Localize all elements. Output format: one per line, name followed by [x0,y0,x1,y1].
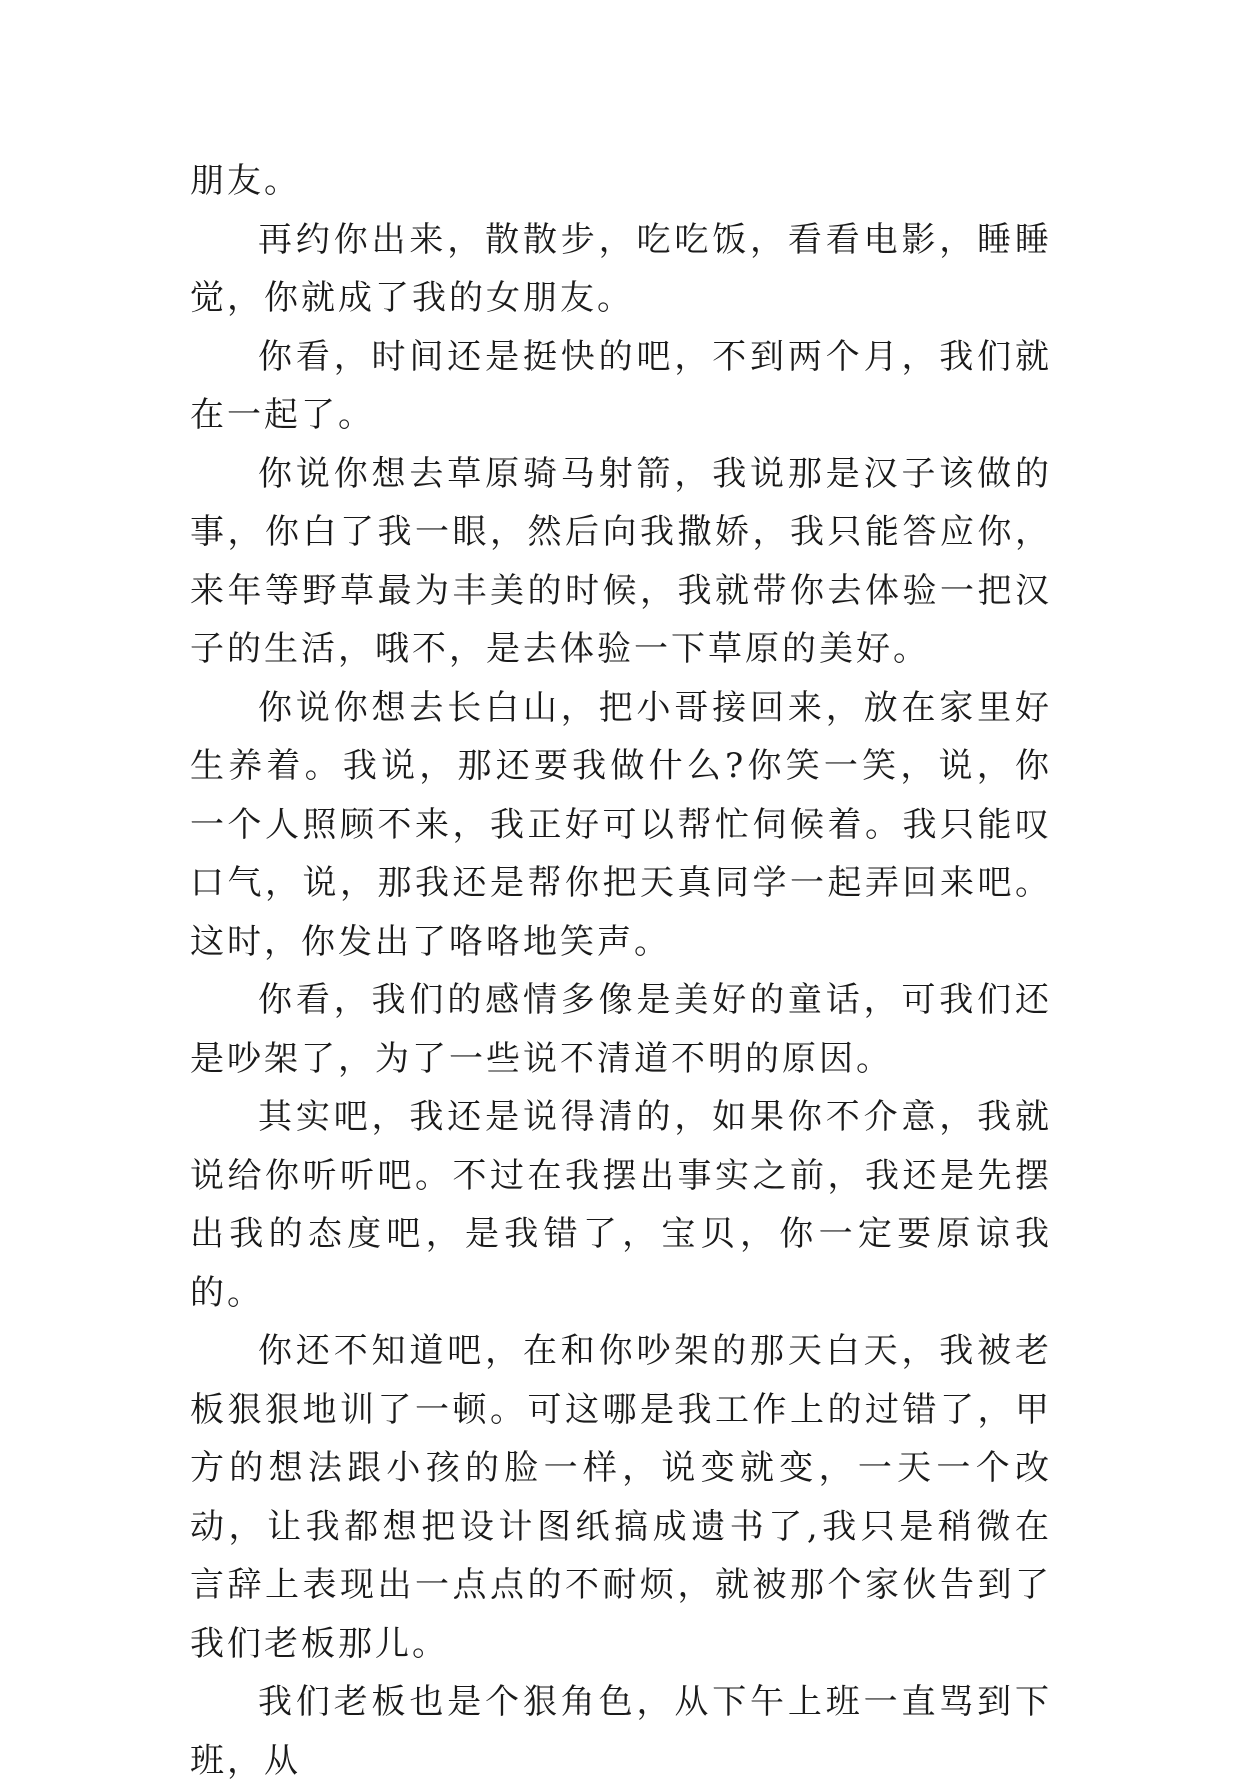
paragraph: 我们老板也是个狠角色，从下午上班一直骂到下班，从 [190,1682,1052,1781]
paragraph: 你看，时间还是挺快的吧，不到两个月，我们就在一起了。 [190,336,1052,435]
paragraph: 你说你想去长白山，把小哥接回来，放在家里好生养着。我说，那还要我做什么?你笑一笑，说，你一个人照顾不来，我正好可以帮忙伺候着。我只能叹口气，说，那我还是帮你把天真同学一起弄回来吧。这时，你发出了咯咯地笑声。 [190,687,1052,962]
paragraph: 再约你出来，散散步，吃吃饭，看看电影，睡睡觉，你就成了我的女朋友。 [190,219,1052,318]
paragraph: 你说你想去草原骑马射箭，我说那是汉子该做的事，你白了我一眼，然后向我撒娇，我只能答应你，来年等野草最为丰美的时候，我就带你去体验一把汉子的生活，哦不，是去体验一下草原的美好。 [190,453,1052,669]
paragraph: 其实吧，我还是说得清的，如果你不介意，我就说给你听听吧。不过在我摆出事实之前，我还是先摆出我的态度吧，是我错了，宝贝，你一定要原谅我的。 [190,1097,1052,1313]
paragraph: 你还不知道吧，在和你吵架的那天白天，我被老板狠狠地训了一顿。可这哪是我工作上的过错了，甲方的想法跟小孩的脸一样，说变就变，一天一个改动，让我都想把设计图纸搞成遗书了,我只是稍微在言辞上表现出一点点的不耐烦，就被那个家伙告到了我们老板那儿。 [190,1331,1052,1664]
paragraph: 你看，我们的感情多像是美好的童话，可我们还是吵架了，为了一些说不清道不明的原因。 [190,980,1052,1079]
paragraph-continuation: 朋友。 [190,161,301,201]
body-text [190,152,1052,1790]
